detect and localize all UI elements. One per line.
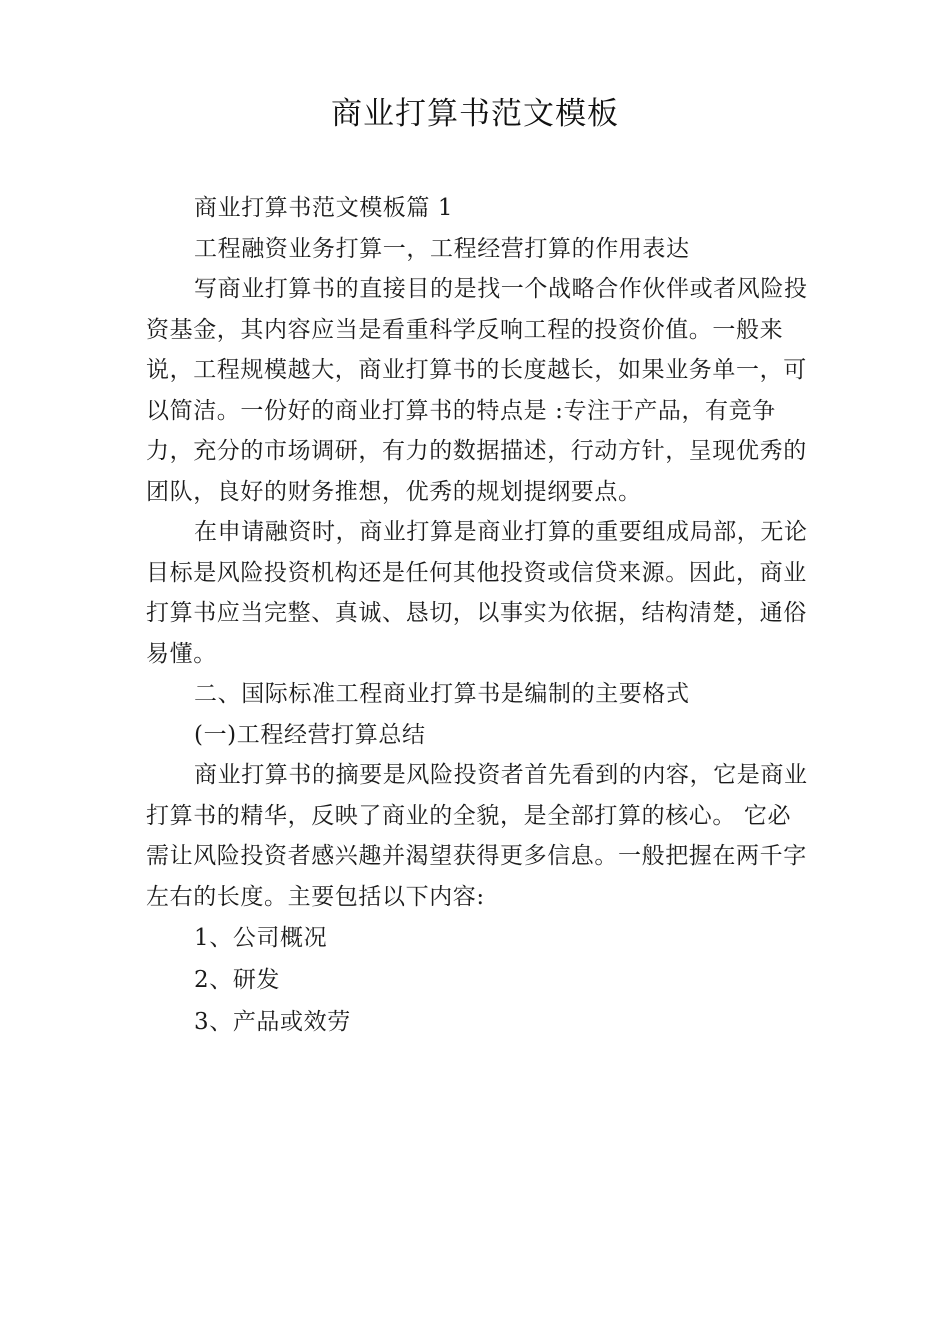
document-body [146,188,810,1043]
body-paragraph: 商业打算书的摘要是风险投资者首先看到的内容，它是商业打算书的精华，反映了商业的全貌，是全部打算的核心。 它必需让风险投资者感兴趣并渴望获得更多信息。一般把握在两千字左右的长度。主要包括以下内容: [146,762,808,910]
list-item: 2、研发 [194,967,281,993]
list-item: 1、公司概况 [194,925,328,951]
section-heading: 商业打算书范文模板篇 1 [194,195,454,221]
document-title: 商业打算书范文模板 [331,96,619,132]
section-subheading: 工程融资业务打算一，工程经营打算的作用表达 [194,235,690,262]
section-heading: 二、国际标准工程商业打算书是编制的主要格式 [194,681,690,707]
body-paragraph: 写商业打算书的直接目的是找一个战略合作伙伴或者风险投资基金，其内容应当是看重科学反响工程的投资价值。一般来说，工程规模越大，商业打算书的长度越长，如果业务单一，可以简洁。一份好的商业打算书的特点是 :专注于产品，有竞争力，充分的市场调研，有力的数据描述，行动方针，呈现优秀的团队，良好的财务推想，优秀的规划提纲要点。 [146,276,808,505]
subsection-heading: (一)工程经营打算总结 [194,721,426,748]
body-paragraph: 在申请融资时，商业打算是商业打算的重要组成局部，无论目标是风险投资机构还是任何其他投资或信贷来源。因此，商业打算书应当完整、真诚、恳切，以事实为依据，结构清楚，通俗易懂。 [146,519,808,667]
list-item: 3、产品或效劳 [194,1009,351,1035]
